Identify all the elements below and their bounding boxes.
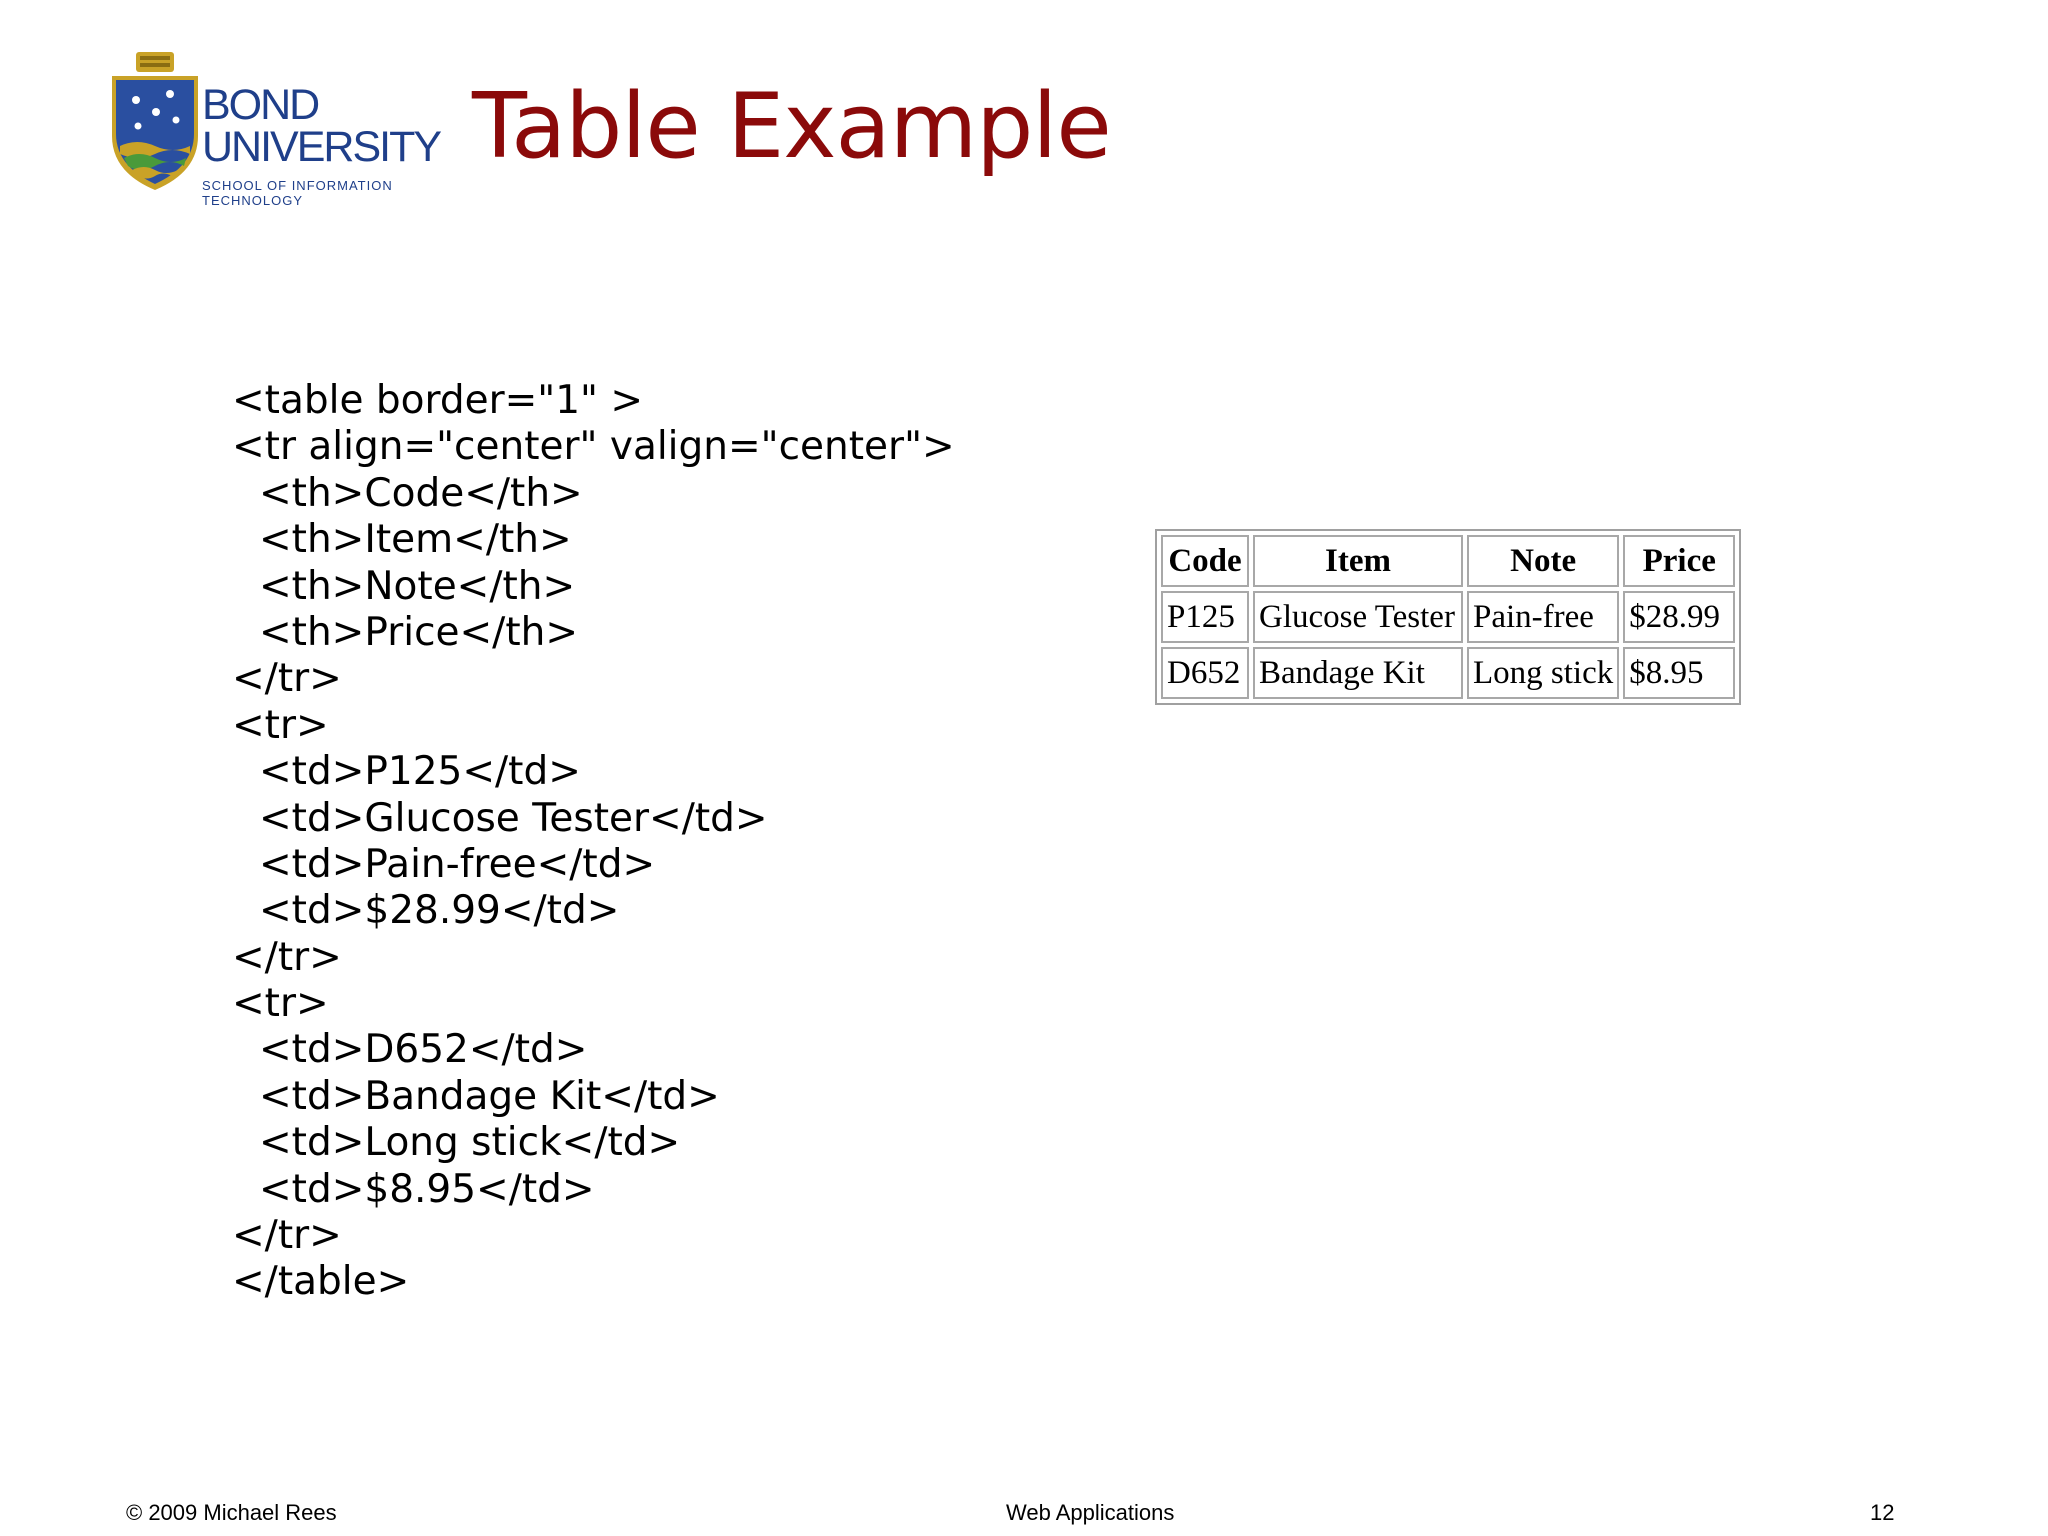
rendered-table-example <box>1155 529 1741 705</box>
table-cell: Glucose Tester <box>1253 591 1463 643</box>
code-line: <td>Bandage Kit</td> <box>259 1073 720 1119</box>
code-line: <tr> <box>232 702 329 748</box>
logo-subtitle-line2: TECHNOLOGY <box>202 193 304 208</box>
code-line: <th>Price</th> <box>259 609 579 655</box>
example-table <box>1155 529 1741 705</box>
logo-subtitle <box>202 178 440 208</box>
table-header-cell: Code <box>1161 535 1249 587</box>
logo-text-bond: BOND <box>202 81 319 129</box>
footer-page-number: 12 <box>1870 1500 1895 1525</box>
logo-subtitle-line1: SCHOOL OF INFORMATION <box>202 178 393 193</box>
code-line: <tr> <box>232 981 329 1027</box>
code-line: <td>$28.99</td> <box>259 888 620 934</box>
code-line: <td>D652</td> <box>259 1027 588 1073</box>
code-line: <td>$8.95</td> <box>259 1166 595 1212</box>
table-cell: Pain-free <box>1467 591 1619 643</box>
table-cell: Long stick <box>1467 647 1619 699</box>
code-line: </tr> <box>232 934 342 980</box>
code-line: <td>P125</td> <box>259 749 581 795</box>
table-header-cell: Item <box>1253 535 1463 587</box>
table-row <box>1161 591 1735 643</box>
code-line: <tr align="center" valign="center"> <box>232 424 955 470</box>
slide-title: Table Example <box>472 74 1111 179</box>
code-line: <th>Item</th> <box>259 517 572 563</box>
table-header-cell: Price <box>1623 535 1735 587</box>
table-cell: P125 <box>1161 591 1249 643</box>
footer-copyright: © 2009 Michael Rees <box>126 1500 337 1525</box>
university-crest-icon <box>106 50 204 192</box>
code-line: <table border="1" > <box>232 378 644 423</box>
code-line: <td>Glucose Tester</td> <box>259 795 768 841</box>
code-line: <th>Code</th> <box>259 470 583 516</box>
code-line: </table> <box>232 1259 410 1305</box>
html-code-listing <box>232 378 955 1306</box>
table-cell: $28.99 <box>1623 591 1735 643</box>
logo-text-university: UNIVERSITY <box>202 123 441 171</box>
footer-course-title: Web Applications <box>1006 1500 1175 1525</box>
table-cell: D652 <box>1161 647 1249 699</box>
bond-university-logo <box>106 50 441 208</box>
logo-wordmark <box>202 81 441 208</box>
table-header-row <box>1161 535 1735 587</box>
code-line: <td>Long stick</td> <box>259 1120 681 1166</box>
code-line: </tr> <box>232 656 342 702</box>
code-line: <th>Note</th> <box>259 563 576 609</box>
table-row <box>1161 647 1735 699</box>
table-header-cell: Note <box>1467 535 1619 587</box>
code-line: <td>Pain-free</td> <box>259 841 656 887</box>
table-cell: Bandage Kit <box>1253 647 1463 699</box>
table-cell: $8.95 <box>1623 647 1735 699</box>
code-line: </tr> <box>232 1213 342 1259</box>
